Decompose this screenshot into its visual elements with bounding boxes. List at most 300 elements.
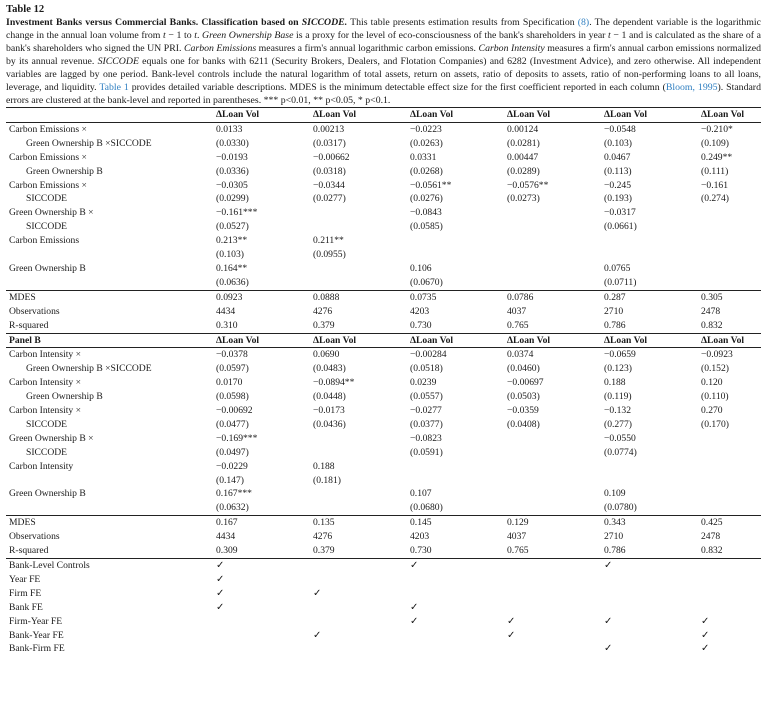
row-label: Bank FE bbox=[9, 601, 43, 613]
cell-col3 bbox=[410, 474, 507, 488]
cell-col4 bbox=[507, 474, 604, 488]
row-label: MDES bbox=[6, 516, 216, 530]
cell-col1: −0.0193 bbox=[216, 151, 248, 163]
row-label: Carbon Intensity × bbox=[6, 348, 216, 362]
cell-col1: (0.0477) bbox=[216, 418, 249, 430]
cell-col4 bbox=[507, 262, 604, 276]
panel-a-coef-row bbox=[6, 122, 761, 136]
cell-col6 bbox=[701, 220, 761, 234]
row-label bbox=[6, 501, 216, 515]
cell-col6: 0.425 bbox=[701, 516, 761, 530]
cell-col1: 0.164** bbox=[216, 262, 248, 274]
cell-col2: (0.0448) bbox=[313, 391, 346, 403]
cell-col4: (0.0281) bbox=[507, 137, 540, 149]
cell-col1: (0.0299) bbox=[216, 193, 249, 205]
cell-col4: 0.765 bbox=[507, 319, 529, 331]
bloom-citation-link[interactable]: Bloom, 1995 bbox=[665, 82, 718, 93]
cell-col3 bbox=[410, 248, 507, 262]
cell-col4: −0.0359 bbox=[507, 405, 539, 417]
panel-b-coef-row bbox=[6, 432, 761, 446]
cell-col1: 0.167 bbox=[216, 516, 313, 530]
column-header-4: ΔLoan Vol bbox=[507, 109, 551, 120]
row-label: Observations bbox=[9, 305, 60, 317]
panel-b-stat-row bbox=[6, 530, 761, 544]
cell-col1: −0.169*** bbox=[216, 432, 258, 444]
panel-b-coef-row bbox=[6, 362, 761, 376]
column-header-1: ΔLoan Vol bbox=[216, 109, 260, 120]
cell-col1: (0.0497) bbox=[216, 446, 249, 458]
cell-col6: (0.110) bbox=[701, 391, 729, 403]
cell-col4: (0.0503) bbox=[507, 391, 540, 403]
cell-col5: 0.109 bbox=[604, 488, 626, 500]
header-row-panel-a bbox=[6, 108, 761, 122]
fixed-effects-row bbox=[6, 642, 761, 656]
row-label: Green Ownership B ×SICCODE bbox=[26, 363, 152, 375]
cell-col4 bbox=[507, 487, 604, 501]
column-header-3: ΔLoan Vol bbox=[410, 333, 507, 348]
cell-col6: 0.249** bbox=[701, 151, 733, 163]
panel-b-coef-row bbox=[6, 487, 761, 501]
cell-col4 bbox=[507, 432, 604, 446]
cell-col3: 0.0735 bbox=[410, 290, 507, 304]
cell-col4: ✓ bbox=[507, 629, 516, 641]
cell-col4 bbox=[507, 276, 604, 290]
cell-col2 bbox=[313, 220, 410, 234]
cell-col1: 0.167*** bbox=[216, 488, 252, 500]
cell-col5: −0.132 bbox=[604, 405, 631, 417]
cell-col1: (0.0336) bbox=[216, 165, 249, 177]
cell-col4: ✓ bbox=[507, 615, 516, 627]
cell-col2: ✓ bbox=[313, 587, 322, 599]
cell-col6 bbox=[701, 601, 761, 615]
cell-col1: 4434 bbox=[216, 305, 236, 317]
panel-b-coef-row bbox=[6, 404, 761, 418]
cell-col2 bbox=[313, 642, 410, 656]
cell-col2: (0.0317) bbox=[313, 137, 346, 149]
cell-col1: 0.310 bbox=[216, 319, 238, 331]
fixed-effects-row bbox=[6, 629, 761, 643]
cell-col2: 0.379 bbox=[313, 319, 335, 331]
cell-col3: 4203 bbox=[410, 305, 430, 317]
cell-col5: 0.0765 bbox=[604, 262, 631, 274]
table1-link[interactable]: Table 1 bbox=[99, 82, 129, 93]
cell-col3: −0.0277 bbox=[410, 405, 442, 417]
cell-col4: 0.00124 bbox=[507, 122, 604, 136]
cell-col1: ✓ bbox=[216, 573, 225, 585]
cell-col6: (0.274) bbox=[701, 193, 729, 205]
column-header-6: ΔLoan Vol bbox=[701, 333, 761, 348]
cell-col2: (0.181) bbox=[313, 474, 341, 486]
row-label: Bank-Year FE bbox=[9, 629, 64, 641]
cell-col5: ✓ bbox=[604, 615, 613, 627]
cell-col5 bbox=[604, 587, 701, 601]
cell-col1: (0.103) bbox=[216, 249, 244, 261]
row-label: Green Ownership B bbox=[9, 488, 86, 500]
row-label: SICCODE bbox=[26, 446, 68, 458]
cell-col1: −0.0305 bbox=[216, 179, 248, 191]
row-label: Carbon Intensity × bbox=[9, 377, 82, 389]
cell-col3: (0.0276) bbox=[410, 193, 443, 205]
cell-col3: −0.00284 bbox=[410, 348, 507, 362]
panel-a-coef-row bbox=[6, 206, 761, 220]
cell-col2 bbox=[313, 559, 410, 573]
panel-a-stat-row bbox=[6, 290, 761, 304]
cell-col3: −0.0561** bbox=[410, 179, 452, 191]
cell-col4: (0.0408) bbox=[507, 418, 540, 430]
cell-col5: −0.0317 bbox=[604, 207, 636, 219]
cell-col2: 0.188 bbox=[313, 460, 335, 472]
cell-col1: (0.147) bbox=[216, 474, 244, 486]
cell-col2: 4276 bbox=[313, 531, 333, 543]
cell-col4 bbox=[507, 587, 604, 601]
cell-col5 bbox=[604, 248, 701, 262]
column-header-2: ΔLoan Vol bbox=[313, 333, 410, 348]
cell-col5 bbox=[604, 234, 701, 248]
cell-col6 bbox=[701, 206, 761, 220]
row-label: Year FE bbox=[9, 573, 41, 585]
panel-b-stat-row bbox=[6, 516, 761, 530]
cell-col6 bbox=[701, 460, 761, 474]
row-label: Carbon Emissions bbox=[9, 235, 80, 247]
cell-col2: (0.0318) bbox=[313, 165, 346, 177]
cell-col3: 0.730 bbox=[410, 545, 432, 557]
panel-a-coef-row bbox=[6, 137, 761, 151]
cell-col4: −0.00697 bbox=[507, 377, 544, 389]
row-label: SICCODE bbox=[26, 221, 68, 233]
panel-a-coef-row bbox=[6, 165, 761, 179]
column-header-5: ΔLoan Vol bbox=[604, 109, 648, 120]
cell-col5 bbox=[604, 460, 701, 474]
column-header-6: ΔLoan Vol bbox=[701, 109, 745, 120]
cell-col2: 4276 bbox=[313, 305, 333, 317]
row-label: Firm-Year FE bbox=[9, 615, 63, 627]
cell-col5: (0.103) bbox=[604, 137, 632, 149]
row-label: Carbon Intensity bbox=[9, 460, 74, 472]
table-number: Table 12 bbox=[6, 4, 45, 15]
cell-col2: −0.0344 bbox=[313, 179, 345, 191]
cell-col4: 4037 bbox=[507, 531, 527, 543]
panel-b-coef-row bbox=[6, 446, 761, 460]
panel-a-coef-row bbox=[6, 220, 761, 234]
cell-col1: 0.0133 bbox=[216, 122, 313, 136]
cell-col5 bbox=[604, 601, 701, 615]
cell-col2 bbox=[313, 262, 410, 276]
cell-col3: 0.107 bbox=[410, 488, 432, 500]
specification-link[interactable]: (8) bbox=[577, 17, 590, 28]
cell-col2: (0.0277) bbox=[313, 193, 346, 205]
column-header-1: ΔLoan Vol bbox=[216, 333, 313, 348]
cell-col5: −0.245 bbox=[604, 179, 631, 191]
cell-col5 bbox=[604, 573, 701, 587]
cell-col3: 4203 bbox=[410, 531, 430, 543]
fixed-effects-row bbox=[6, 587, 761, 601]
cell-col2: ✓ bbox=[313, 629, 322, 641]
cell-col3: −0.0823 bbox=[410, 432, 442, 444]
cell-col3: (0.0670) bbox=[410, 276, 443, 288]
cell-col6 bbox=[701, 446, 761, 460]
cell-col3: (0.0557) bbox=[410, 391, 443, 403]
row-label: Green Ownership B × bbox=[9, 207, 94, 219]
cell-col2 bbox=[313, 487, 410, 501]
cell-col1: (0.0598) bbox=[216, 391, 249, 403]
fixed-effects-row bbox=[6, 615, 761, 629]
cell-col6 bbox=[701, 474, 761, 488]
panel-a-coef-row bbox=[6, 262, 761, 276]
cell-col1: ✓ bbox=[216, 559, 313, 573]
panel-a-stat-row bbox=[6, 305, 761, 319]
cell-col4: 0.129 bbox=[507, 516, 604, 530]
cell-col3: (0.0518) bbox=[410, 363, 443, 375]
caption-title: Investment Banks versus Commercial Banks. Classification based on SICCODE. bbox=[6, 17, 348, 28]
row-label: SICCODE bbox=[26, 418, 68, 430]
cell-col3: (0.0591) bbox=[410, 446, 443, 458]
cell-col2 bbox=[313, 276, 410, 290]
cell-col4 bbox=[507, 642, 604, 656]
row-label: Bank-Firm FE bbox=[9, 643, 65, 655]
row-label: Observations bbox=[9, 531, 60, 543]
cell-col5: 0.0467 bbox=[604, 151, 631, 163]
cell-col5: 0.287 bbox=[604, 290, 701, 304]
cell-col5: (0.119) bbox=[604, 391, 632, 403]
cell-col5: ✓ bbox=[604, 643, 613, 655]
cell-col5: (0.0774) bbox=[604, 446, 637, 458]
cell-col1: −0.00692 bbox=[216, 405, 253, 417]
cell-col2: 0.135 bbox=[313, 516, 410, 530]
cell-col4: 0.0786 bbox=[507, 290, 604, 304]
table-caption: Investment Banks versus Commercial Banks. Classification based on SICCODE. This table presents estimation results from Specification (8). The dependent variable is the logarithmic change in the annual loan volume from t − 1 to t. Green Ownership Base is a proxy for the level of eco-consciousness of the bank's shareholders in year t − 1 and is calculated as the share of a bank's shareholders who signed the UN PRI. Carbon Emissions measures a firm's annual logarithmic carbon emissions. Carbon Intensity measures a firm's annual carbon emissions normalized by its annual revenue. SICCODE equals one for banks with 6211 (Security Brokers, Dealers, and Flotation Companies) and 6282 (Investment Advice), and zero otherwise. All independent variables are lagged by one period. Bank-level controls include the natural logarithm of total assets, return on assets, ratio of deposits to assets, ratio of non-performing loans to all loans, leverage, and liquidity. Table 1 provides detailed variable descriptions. MDES is the minimum detectable effect size for the first coefficient reported in each column (Bloom, 1995). Standard errors are clustered at the bank-level and reported in parentheses. *** p<0.01, ** p<0.05, * p<0.1. bbox=[6, 17, 762, 106]
cell-col6: 2478 bbox=[701, 531, 721, 543]
cell-col6: −0.0923 bbox=[701, 348, 761, 362]
cell-col4: (0.0273) bbox=[507, 193, 540, 205]
cell-col4 bbox=[507, 460, 604, 474]
cell-col5: 2710 bbox=[604, 305, 624, 317]
cell-col6: (0.111) bbox=[701, 165, 729, 177]
cell-col3 bbox=[410, 587, 507, 601]
cell-col3: 0.0239 bbox=[410, 377, 437, 389]
row-label: Green Ownership B bbox=[26, 165, 103, 177]
cell-col5 bbox=[604, 474, 701, 488]
cell-col2 bbox=[313, 432, 410, 446]
row-label bbox=[6, 248, 216, 262]
cell-col1 bbox=[216, 642, 313, 656]
row-label: Green Ownership B bbox=[26, 391, 103, 403]
header-label: Panel B bbox=[6, 333, 216, 348]
cell-col5: 0.786 bbox=[604, 545, 626, 557]
row-label: SICCODE bbox=[26, 193, 68, 205]
row-label bbox=[6, 276, 216, 290]
row-label: Green Ownership B bbox=[9, 262, 86, 274]
cell-col6: (0.109) bbox=[701, 137, 729, 149]
cell-col2: −0.00662 bbox=[313, 151, 350, 163]
cell-col6: (0.170) bbox=[701, 418, 729, 430]
cell-col5: (0.113) bbox=[604, 165, 632, 177]
panel-b-stat-row bbox=[6, 544, 761, 558]
results-table bbox=[6, 108, 761, 656]
cell-col1: 0.309 bbox=[216, 545, 238, 557]
cell-col6: 0.305 bbox=[701, 290, 761, 304]
cell-col6 bbox=[701, 432, 761, 446]
panel-a-coef-row bbox=[6, 151, 761, 165]
cell-col3 bbox=[410, 573, 507, 587]
fixed-effects-row bbox=[6, 559, 761, 573]
cell-col1: −0.161*** bbox=[216, 207, 258, 219]
panel-a-coef-row bbox=[6, 276, 761, 290]
panel-a-coef-row bbox=[6, 248, 761, 262]
cell-col5: (0.0780) bbox=[604, 502, 637, 514]
cell-col5: ✓ bbox=[604, 559, 701, 573]
cell-col1: −0.0229 bbox=[216, 460, 248, 472]
cell-col2: −0.0894** bbox=[313, 377, 355, 389]
fixed-effects-row bbox=[6, 601, 761, 615]
cell-col4 bbox=[507, 446, 604, 460]
panel-b-coef-row bbox=[6, 460, 761, 474]
cell-col2: 0.0690 bbox=[313, 348, 410, 362]
cell-col3: (0.0263) bbox=[410, 137, 443, 149]
cell-col1: ✓ bbox=[216, 587, 225, 599]
fixed-effects-row bbox=[6, 573, 761, 587]
cell-col3: (0.0585) bbox=[410, 221, 443, 233]
cell-col4: 4037 bbox=[507, 305, 527, 317]
cell-col3 bbox=[410, 642, 507, 656]
cell-col1: 0.0923 bbox=[216, 290, 313, 304]
cell-col6: −0.210* bbox=[701, 122, 761, 136]
column-header-2: ΔLoan Vol bbox=[313, 109, 357, 120]
cell-col6: 0.832 bbox=[701, 319, 723, 331]
cell-col2: 0.0888 bbox=[313, 290, 410, 304]
cell-col4 bbox=[507, 601, 604, 615]
cell-col6: ✓ bbox=[701, 615, 710, 627]
panel-b-coef-row bbox=[6, 390, 761, 404]
row-label: Firm FE bbox=[9, 587, 42, 599]
cell-col2: 0.211** bbox=[313, 235, 344, 247]
column-header-4: ΔLoan Vol bbox=[507, 333, 604, 348]
cell-col4 bbox=[507, 501, 604, 515]
panel-b-coef-row bbox=[6, 376, 761, 390]
cell-col4 bbox=[507, 234, 604, 248]
cell-col5: (0.0661) bbox=[604, 221, 637, 233]
cell-col5: 0.343 bbox=[604, 516, 701, 530]
cell-col6 bbox=[701, 248, 761, 262]
cell-col2: (0.0436) bbox=[313, 418, 346, 430]
cell-col4 bbox=[507, 220, 604, 234]
cell-col3: ✓ bbox=[410, 615, 419, 627]
cell-col6 bbox=[701, 487, 761, 501]
cell-col3 bbox=[410, 234, 507, 248]
cell-col3: 0.145 bbox=[410, 516, 507, 530]
row-label: Carbon Emissions × bbox=[9, 151, 87, 163]
cell-col1: (0.0527) bbox=[216, 221, 249, 233]
panel-b-coef-row bbox=[6, 348, 761, 362]
cell-col3: ✓ bbox=[410, 601, 419, 613]
row-label: Carbon Emissions × bbox=[6, 122, 216, 136]
header-row-panel-b bbox=[6, 333, 761, 348]
cell-col4: 0.765 bbox=[507, 545, 529, 557]
cell-col1 bbox=[216, 629, 313, 643]
cell-col4 bbox=[507, 559, 604, 573]
column-header-5: ΔLoan Vol bbox=[604, 333, 701, 348]
cell-col2: 0.00213 bbox=[313, 122, 410, 136]
cell-col3 bbox=[410, 629, 507, 643]
panel-b-coef-row bbox=[6, 474, 761, 488]
row-label: Green Ownership B ×SICCODE bbox=[26, 137, 152, 149]
cell-col5: 0.786 bbox=[604, 319, 626, 331]
cell-col1: (0.0597) bbox=[216, 363, 249, 375]
panel-a-coef-row bbox=[6, 192, 761, 206]
cell-col4 bbox=[507, 248, 604, 262]
row-label: Green Ownership B × bbox=[9, 432, 94, 444]
cell-col2 bbox=[313, 601, 410, 615]
cell-col1 bbox=[216, 615, 313, 629]
cell-col5 bbox=[604, 629, 701, 643]
cell-col2 bbox=[313, 206, 410, 220]
cell-col6 bbox=[701, 573, 761, 587]
cell-col5: (0.193) bbox=[604, 193, 632, 205]
cell-col2: −0.0173 bbox=[313, 405, 345, 417]
cell-col2: (0.0483) bbox=[313, 363, 346, 375]
cell-col6 bbox=[701, 559, 761, 573]
panel-b-coef-row bbox=[6, 418, 761, 432]
cell-col6: ✓ bbox=[701, 629, 710, 641]
cell-col6 bbox=[701, 262, 761, 276]
panel-a-coef-row bbox=[6, 179, 761, 193]
cell-col6 bbox=[701, 234, 761, 248]
cell-col2 bbox=[313, 501, 410, 515]
cell-col1: (0.0636) bbox=[216, 276, 249, 288]
cell-col6: −0.161 bbox=[701, 179, 728, 191]
cell-col3: −0.0223 bbox=[410, 122, 507, 136]
cell-col6: 0.120 bbox=[701, 377, 723, 389]
cell-col6 bbox=[701, 276, 761, 290]
cell-col5: (0.0711) bbox=[604, 276, 637, 288]
cell-col3: −0.0843 bbox=[410, 207, 442, 219]
cell-col4: 0.00447 bbox=[507, 151, 539, 163]
cell-col3: (0.0680) bbox=[410, 502, 443, 514]
cell-col6: 2478 bbox=[701, 305, 721, 317]
cell-col3 bbox=[410, 460, 507, 474]
cell-col2: (0.0955) bbox=[313, 249, 346, 261]
row-label: Carbon Intensity × bbox=[9, 405, 82, 417]
cell-col1: −0.0378 bbox=[216, 348, 313, 362]
cell-col5: 0.188 bbox=[604, 377, 626, 389]
cell-col3: ✓ bbox=[410, 559, 507, 573]
row-label: MDES bbox=[6, 290, 216, 304]
cell-col2 bbox=[313, 573, 410, 587]
cell-col2 bbox=[313, 446, 410, 460]
row-label: R-squared bbox=[9, 319, 49, 331]
cell-col1: (0.0330) bbox=[216, 137, 249, 149]
row-label bbox=[6, 474, 216, 488]
cell-col6: (0.152) bbox=[701, 363, 729, 375]
cell-col4: (0.0460) bbox=[507, 363, 540, 375]
row-label: Bank-Level Controls bbox=[6, 559, 216, 573]
panel-b-coef-row bbox=[6, 501, 761, 515]
cell-col5: −0.0659 bbox=[604, 348, 701, 362]
cell-col4: 0.0374 bbox=[507, 348, 604, 362]
cell-col5: (0.123) bbox=[604, 363, 632, 375]
cell-col6: 0.270 bbox=[701, 405, 723, 417]
panel-a-coef-row bbox=[6, 234, 761, 248]
cell-col6 bbox=[701, 587, 761, 601]
cell-col1: 4434 bbox=[216, 531, 236, 543]
cell-col5: (0.277) bbox=[604, 418, 632, 430]
cell-col3: (0.0377) bbox=[410, 418, 443, 430]
cell-col2 bbox=[313, 615, 410, 629]
cell-col1: (0.0632) bbox=[216, 502, 249, 514]
cell-col4: −0.0576** bbox=[507, 179, 549, 191]
panel-a-stat-row bbox=[6, 319, 761, 333]
cell-col1: 0.0170 bbox=[216, 377, 243, 389]
cell-col5: −0.0548 bbox=[604, 122, 701, 136]
